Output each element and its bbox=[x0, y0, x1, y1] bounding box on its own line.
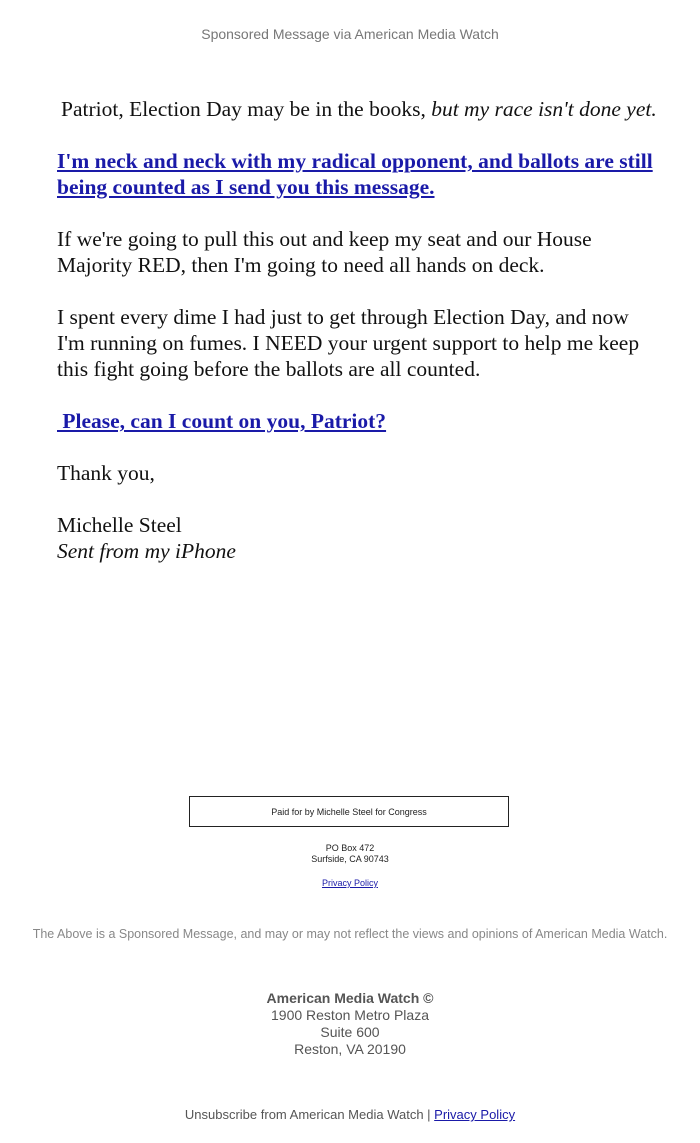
paid-for-disclosure-box bbox=[189, 796, 509, 827]
neck-and-neck-link[interactable]: I'm neck and neck with my radical opponent, and ballots are still being counted as I send you this message. bbox=[57, 149, 653, 199]
campaign-mailing-address bbox=[0, 843, 700, 865]
sponsored-disclaimer: The Above is a Sponsored Message, and may or may not reflect the views and opinions of American Media Watch. bbox=[32, 927, 668, 941]
footer-separator: | bbox=[423, 1107, 435, 1122]
publisher-address-line-3: Reston, VA 20190 bbox=[294, 1041, 406, 1057]
email-footer bbox=[0, 1107, 700, 1122]
all-hands-paragraph: If we're going to pull this out and keep my seat and our House Majority RED, then I'm going to need all hands on deck. bbox=[57, 227, 592, 277]
footer-privacy-policy-link[interactable]: Privacy Policy bbox=[434, 1107, 516, 1122]
count-on-you-link[interactable]: Please, can I count on you, Patriot? bbox=[57, 409, 387, 433]
campaign-privacy-policy-link[interactable]: Privacy Policy bbox=[321, 878, 378, 888]
campaign-privacy-row bbox=[0, 878, 700, 888]
publisher-address-block bbox=[0, 990, 700, 1058]
signature-name: Michelle Steel bbox=[57, 513, 182, 537]
signature-block bbox=[57, 512, 657, 564]
paid-for-text: Paid for by Michelle Steel for Congress bbox=[271, 806, 427, 817]
sponsored-message-label: Sponsored Message via American Media Watch bbox=[201, 26, 499, 42]
intro-italic-text: but my race isn't done yet. bbox=[431, 97, 657, 121]
email-letter-body bbox=[57, 96, 657, 590]
unsubscribe-text: Unsubscribe from American Media Watch bbox=[184, 1107, 424, 1122]
ask-link-paragraph bbox=[57, 408, 657, 434]
running-on-fumes-paragraph: I spent every dime I had just to get through Election Day, and now I'm running on fumes. I NEED your urgent support to help me keep this fight going before the ballots are all counted. bbox=[57, 305, 640, 381]
signature-device-line: Sent from my iPhone bbox=[57, 539, 236, 563]
intro-text: Patriot, Election Day may be in the books, bbox=[61, 97, 432, 121]
intro-paragraph bbox=[56, 96, 657, 122]
campaign-address-line-2: Surfside, CA 90743 bbox=[311, 854, 389, 864]
publisher-name: American Media Watch © bbox=[266, 990, 434, 1006]
publisher-address-line-2: Suite 600 bbox=[320, 1024, 380, 1040]
headline-link-paragraph bbox=[57, 148, 657, 200]
closing-text: Thank you, bbox=[57, 461, 155, 485]
campaign-address-line-1: PO Box 472 bbox=[325, 843, 375, 853]
publisher-address-line-1: 1900 Reston Metro Plaza bbox=[271, 1007, 429, 1023]
